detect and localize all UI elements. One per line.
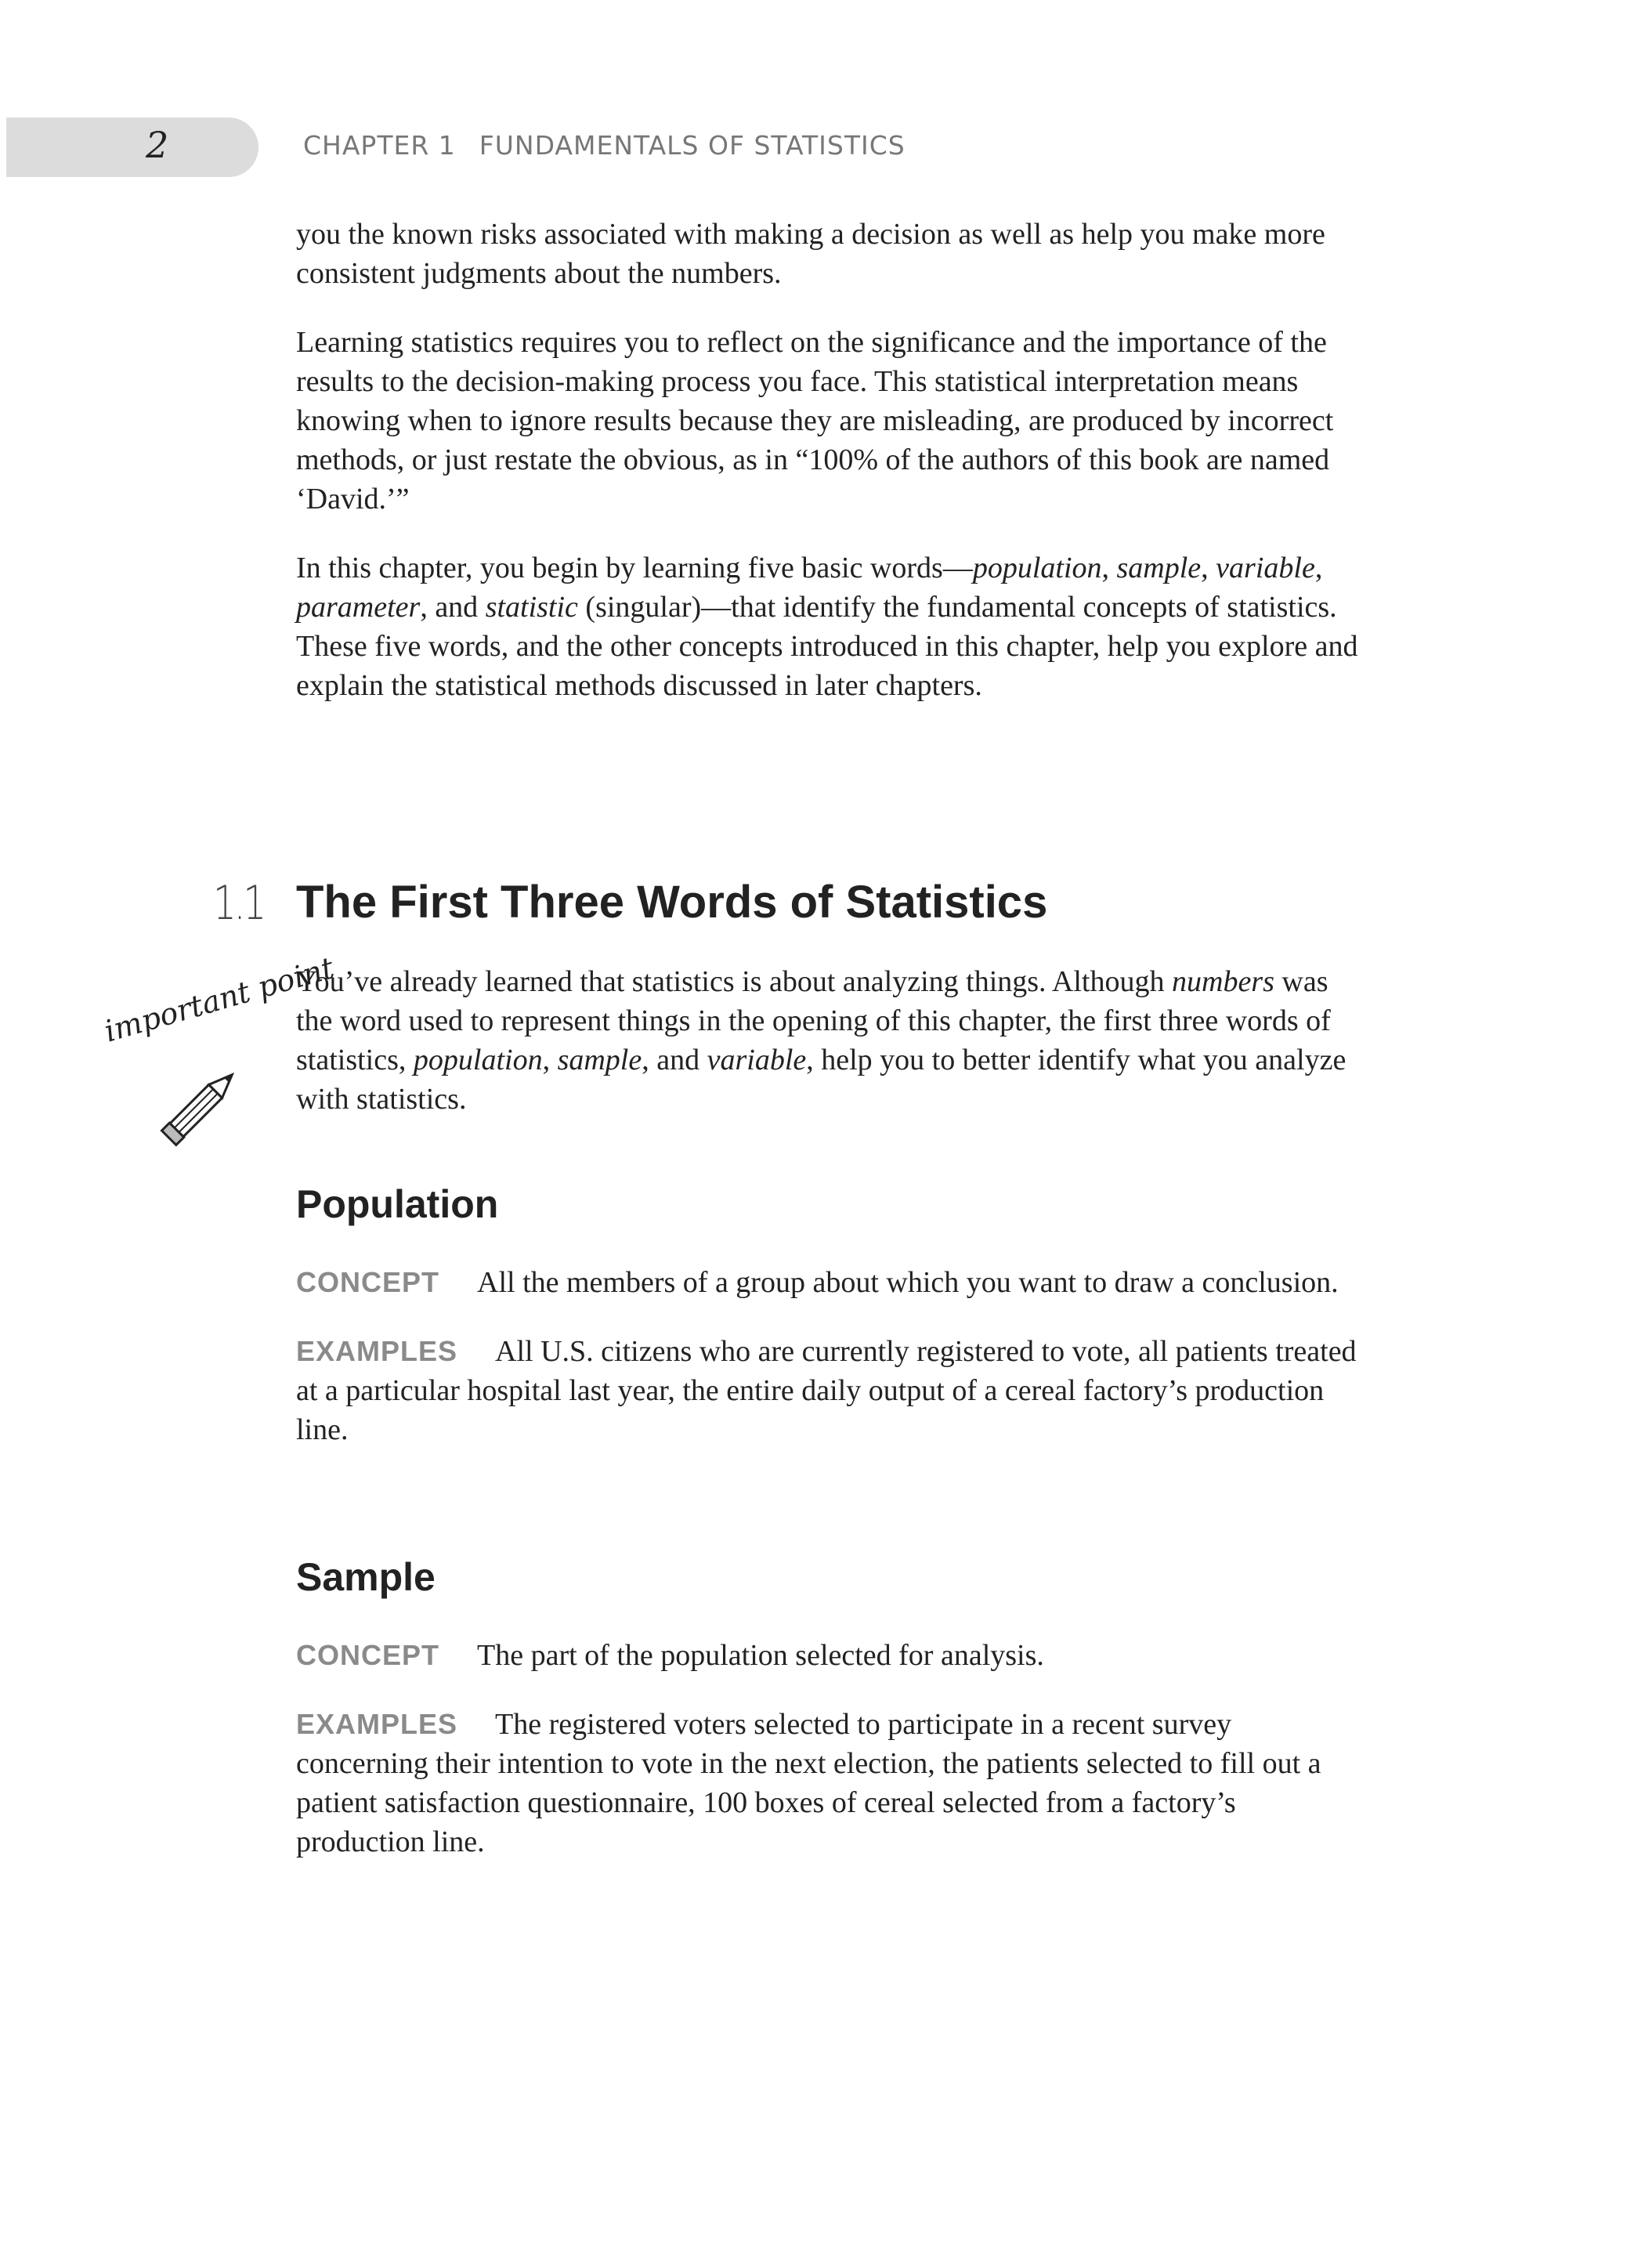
- important-point-pencil-icon: [100, 950, 338, 1144]
- chapter-label: CHAPTER 1: [303, 130, 456, 161]
- running-head: [303, 130, 906, 161]
- intro-paragraph-3: In this chapter, you begin by learning five basic words—population, sample, variable, parameter, and statistic (singular)—that identify the fundamental concepts of statistics. These five words, and the other concepts introduced in this chapter, help you explore and explain the statistical methods discussed in later chapters.: [296, 552, 1358, 702]
- section-number: 1.1: [213, 876, 265, 931]
- intro-text: [296, 215, 1361, 735]
- sample-examples: EXAMPLES The registered voters selected to participate in a recent survey concerning their intention to vote in the next election, the patients selected to fill out a patient satisfaction questionnaire, 100 boxes of cereal selected from a factory’s production line.: [296, 1708, 1321, 1858]
- population-heading: Population: [296, 1182, 499, 1226]
- intro-paragraph-1: you the known risks associated with making a decision as well as help you make more consistent judgments about the numbers.: [296, 218, 1325, 290]
- svg-text:important point: important point: [100, 950, 338, 1049]
- chapter-title: FUNDAMENTALS OF STATISTICS: [479, 130, 906, 161]
- sample-concept: CONCEPT The part of the population selected for analysis.: [296, 1639, 1044, 1672]
- population-examples: EXAMPLES All U.S. citizens who are currently registered to vote, all patients treated at a particular hospital last year, the entire daily output of a cereal factory’s production line.: [296, 1335, 1357, 1446]
- sample-definitions: [296, 1636, 1361, 1891]
- concept-label: CONCEPT: [296, 1266, 440, 1298]
- population-concept: CONCEPT All the members of a group about which you want to draw a conclusion.: [296, 1266, 1339, 1299]
- page-number-tab: [6, 118, 258, 177]
- sample-heading: Sample: [296, 1555, 436, 1599]
- examples-label: EXAMPLES: [296, 1335, 458, 1367]
- examples-label: EXAMPLES: [296, 1708, 458, 1740]
- section-intro: [296, 962, 1361, 1149]
- section-title: The First Three Words of Statistics: [296, 877, 1048, 928]
- page-number: 2: [146, 124, 169, 166]
- intro-paragraph-2: Learning statistics requires you to reflect on the significance and the importance of the results to the decision-making process you face. This statistical interpretation means knowing when to ignore results because they are misleading, are produced by incorrect methods, or just restate the obvious, as in “100% of the authors of this book are named ‘David.’”: [296, 326, 1334, 516]
- concept-label: CONCEPT: [296, 1639, 440, 1671]
- section-paragraph: You’ve already learned that statistics is about analyzing things. Although numbers was the word used to represent things in the opening of this chapter, the first three words of statistics, population, sample, and variable, help you to better identify what you analyze with statistics.: [296, 965, 1347, 1116]
- population-definitions: [296, 1263, 1361, 1479]
